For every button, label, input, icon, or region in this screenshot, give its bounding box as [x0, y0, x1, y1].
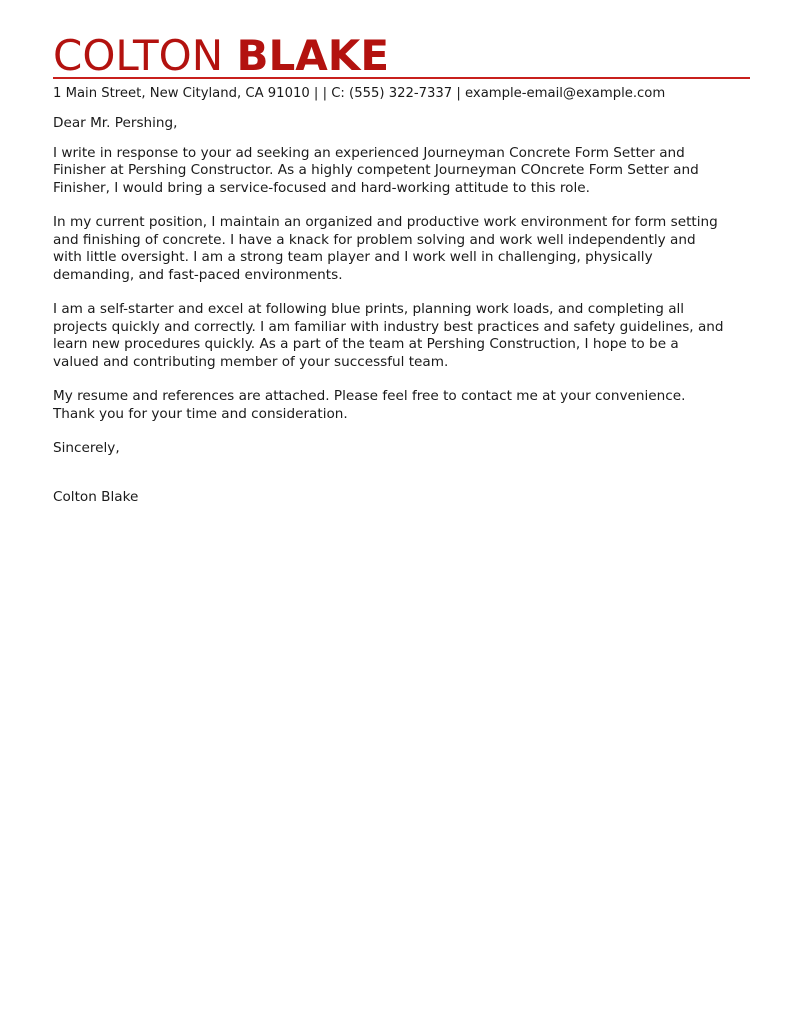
- paragraph-line: demanding, and fast-paced environments.: [53, 266, 343, 283]
- paragraph-line: Finisher at Pershing Constructor. As a highly competent Journeyman COncrete Form Setter and: [53, 162, 699, 178]
- paragraph-line: I write in response to your ad seeking an experienced Journeyman Concrete Form Setter and: [53, 144, 685, 161]
- salutation: Dear Mr. Pershing,: [53, 115, 178, 131]
- paragraph-line: I am a self-starter and excel at following blue prints, planning work loads, and completing all: [53, 301, 685, 317]
- paragraph-line: Finisher, I would bring a service-focused and hard-working attitude to this role.: [53, 179, 590, 196]
- signature-name: Colton Blake: [53, 488, 139, 505]
- applicant-first-name: COLTON: [53, 31, 224, 80]
- paragraph-line: My resume and references are attached. Please feel free to contact me at your convenience.: [53, 388, 686, 404]
- paragraph-line: with little oversight. I am a strong team player and I work well in challenging, physically: [53, 249, 653, 265]
- paragraph-line: and finishing of concrete. I have a knack for problem solving and work well independently and: [53, 231, 696, 248]
- applicant-last-name: BLAKE: [236, 31, 390, 80]
- header-divider: [53, 77, 750, 79]
- paragraph-1: [53, 145, 753, 198]
- paragraph-4: [53, 388, 753, 423]
- paragraph-line: valued and contributing member of your successful team.: [53, 353, 449, 370]
- letter-body: [53, 115, 753, 506]
- paragraph-line: projects quickly and correctly. I am familiar with industry best practices and safety guidelines, and: [53, 318, 724, 335]
- paragraph-2: [53, 214, 753, 284]
- paragraph-line: In my current position, I maintain an organized and productive work environment for form setting: [53, 214, 718, 230]
- letter-header: [53, 31, 753, 80]
- paragraph-line: learn new procedures quickly. As a part of the team at Pershing Construction, I hope to be a: [53, 336, 679, 352]
- paragraph-line: Thank you for your time and consideration.: [53, 405, 348, 422]
- closing: Sincerely,: [53, 440, 120, 456]
- paragraph-3: [53, 301, 753, 371]
- applicant-name: [53, 31, 753, 80]
- contact-line: 1 Main Street, New Cityland, CA 91010 | | C: (555) 322-7337 | example-email@example.com: [53, 86, 666, 101]
